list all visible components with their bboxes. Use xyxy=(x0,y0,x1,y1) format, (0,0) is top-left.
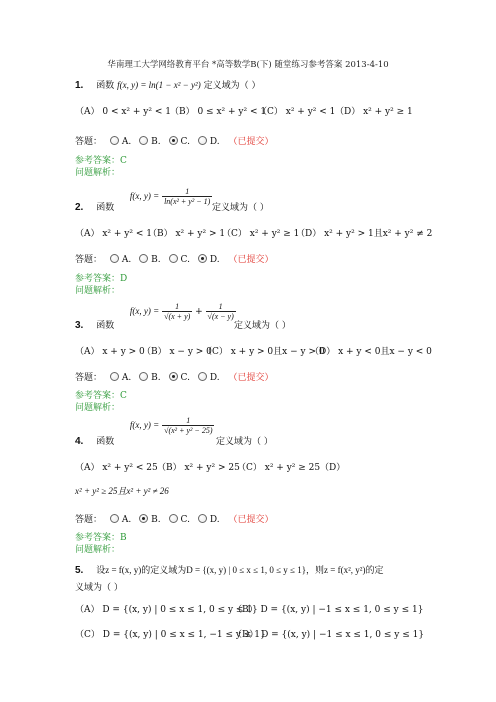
option-a: （A） D = {(x, y) | 0 ≤ x ≤ 1, 0 ≤ y ≤ 1} xyxy=(75,605,258,615)
answer-row xyxy=(75,512,273,525)
submitted-status: （已提交） xyxy=(228,515,274,525)
question-4 xyxy=(75,416,214,435)
submitted-status: （已提交） xyxy=(228,255,274,265)
question-number: 3. xyxy=(75,320,84,331)
choice-label-d: D. xyxy=(209,515,220,525)
option-c: （C） x² + y² < 1 xyxy=(258,107,336,117)
answer-label: 答题： xyxy=(75,255,103,265)
choice-label-a: A. xyxy=(121,515,132,525)
choice-label-a: A. xyxy=(121,137,132,147)
question-stem-pre: 函数 xyxy=(96,321,115,331)
option-d: （D） xyxy=(320,463,346,473)
choice-label-a: A. xyxy=(121,255,132,265)
option-b: （B） x − y > 0 xyxy=(142,347,212,357)
choice-label-c: C. xyxy=(180,137,190,147)
radio-b[interactable] xyxy=(139,254,148,263)
option-b: （B） 0 ≤ x² + y² < 1 xyxy=(170,107,267,117)
answer-row xyxy=(75,134,273,147)
question-number: 5. xyxy=(75,565,84,576)
choice-label-c: C. xyxy=(180,255,190,265)
page-header: 华南理工大学网络教育平台 *高等数学B(下) 随堂练习参考答案 2013-4-10 xyxy=(107,60,389,70)
option-c: （C） x² + y² ≥ 1 xyxy=(222,229,300,239)
reference-answer: 参考答案：C xyxy=(75,156,127,166)
radio-a[interactable] xyxy=(110,514,119,523)
choice-label-c: C. xyxy=(180,515,190,525)
question-4-stem xyxy=(75,434,273,447)
submitted-status: （已提交） xyxy=(228,373,274,383)
choice-label-d: D. xyxy=(209,255,220,265)
option-c: （C） D = {(x, y) | 0 ≤ x ≤ 1, −1 ≤ y ≤ 1} xyxy=(75,630,266,640)
option-b: （B） D = {(x, y) | −1 ≤ x ≤ 1, 0 ≤ y ≤ 1} xyxy=(233,605,424,615)
question-function: f(x, y) = ln(1 − x² − y²) xyxy=(117,80,201,90)
choice-label-b: B. xyxy=(151,373,161,383)
option-a: （A） x + y > 0 xyxy=(75,347,145,357)
question-2-stem xyxy=(75,200,269,213)
radio-c[interactable] xyxy=(169,372,178,381)
reference-answer: 参考答案：C xyxy=(75,391,127,401)
question-stem-post: 定义域为（ ） xyxy=(215,437,273,447)
question-3-stem xyxy=(75,318,291,331)
option-a: （A） 0 < x² + y² < 1 xyxy=(75,107,171,117)
option-b: （B） x² + y² > 25 xyxy=(157,463,240,473)
question-function-lhs: f(x, y) = xyxy=(129,306,160,316)
explanation-label: 问题解析： xyxy=(75,286,121,296)
radio-d[interactable] xyxy=(198,136,207,145)
option-a: （A） x² + y² < 25 xyxy=(75,463,158,473)
choice-label-b: B. xyxy=(151,137,161,147)
radio-d[interactable] xyxy=(198,514,207,523)
answer-label: 答题： xyxy=(75,137,103,147)
question-stem-pre: 函数 xyxy=(96,81,115,91)
choice-label-a: A. xyxy=(121,373,132,383)
question-function-lhs: f(x, y) = xyxy=(129,191,160,201)
radio-a[interactable] xyxy=(110,254,119,263)
question-5-stem-line2: 义域为（ ） xyxy=(75,583,123,593)
option-d: （D） x + y < 0且x − y < 0 xyxy=(310,347,432,357)
question-number: 1. xyxy=(75,80,84,91)
radio-a[interactable] xyxy=(110,372,119,381)
answer-row xyxy=(75,370,273,383)
answer-row xyxy=(75,252,273,265)
question-function-fraction-2: $\frac{1}{√(x - y)}$ xyxy=(207,302,234,321)
radio-b[interactable] xyxy=(139,372,148,381)
answer-label: 答题： xyxy=(75,515,103,525)
submitted-status: （已提交） xyxy=(228,137,274,147)
question-function-fraction: $\frac{1}{\text{√(x² + y² − 25)}}$ xyxy=(164,416,213,435)
choice-label-b: B. xyxy=(151,255,161,265)
radio-c[interactable] xyxy=(169,136,178,145)
question-5 xyxy=(75,563,384,576)
choice-label-b: B. xyxy=(151,515,161,525)
option-d: （D） x² + y² > 1且x² + y² ≠ 2 xyxy=(296,229,433,239)
question-stem-post: 定义域为（ ） xyxy=(233,321,291,331)
option-b: （B） x² + y² > 1 xyxy=(148,229,226,239)
reference-answer: 参考答案：D xyxy=(75,274,128,284)
option-c: （C） x + y > 0且x − y > 0 xyxy=(203,347,325,357)
question-3: f(x, y) = $\frac{1}{√(x + y)}$ + $\frac{1}{√(x - y)}$ xyxy=(129,302,234,321)
question-stem: 设z = f(x, y)的定义域为D = {(x, y) | 0 ≤ x ≤ 1, 0 ≤ y ≤ 1}，则z = f(x², y²)的定 xyxy=(96,565,384,575)
option-d: （D） x² + y² ≥ 1 xyxy=(335,107,413,117)
radio-d[interactable] xyxy=(198,372,207,381)
question-function-fraction: $\frac{1}{\text{ln(x² + y² − 1)}}$ xyxy=(164,187,211,206)
question-function-fraction-1: $\frac{1}{√(x + y)}$ xyxy=(164,302,191,321)
question-stem-pre: 函数 xyxy=(96,203,115,213)
question-function-lhs: f(x, y) = xyxy=(129,420,160,430)
choice-label-d: D. xyxy=(209,137,220,147)
option-a: （A） x² + y² < 1 xyxy=(75,229,152,239)
question-number: 4. xyxy=(75,436,84,447)
option-d: （D） D = {(x, y) | −1 ≤ x ≤ 1, 0 ≤ y ≤ 1} xyxy=(233,630,425,640)
explanation-label: 问题解析： xyxy=(75,168,121,178)
radio-d[interactable] xyxy=(198,254,207,263)
question-stem-post: 定义域为（ ） xyxy=(203,81,261,91)
question-stem-post: 定义域为（ ） xyxy=(211,203,269,213)
option-d-content: x² + y² ≥ 25且x² + y² ≠ 26 xyxy=(75,486,169,496)
radio-c[interactable] xyxy=(169,514,178,523)
question-number: 2. xyxy=(75,202,84,213)
explanation-label: 问题解析： xyxy=(75,403,121,413)
radio-a[interactable] xyxy=(110,136,119,145)
explanation-label: 问题解析： xyxy=(75,545,121,555)
option-c: （C） x² + y² ≥ 25 xyxy=(237,463,321,473)
radio-b[interactable] xyxy=(139,514,148,523)
radio-c[interactable] xyxy=(169,254,178,263)
choice-label-c: C. xyxy=(180,373,190,383)
question-stem-pre: 函数 xyxy=(96,437,115,447)
choice-label-d: D. xyxy=(209,373,220,383)
answer-label: 答题： xyxy=(75,373,103,383)
reference-answer: 参考答案：B xyxy=(75,533,127,543)
question-1 xyxy=(75,78,260,91)
radio-b[interactable] xyxy=(139,136,148,145)
